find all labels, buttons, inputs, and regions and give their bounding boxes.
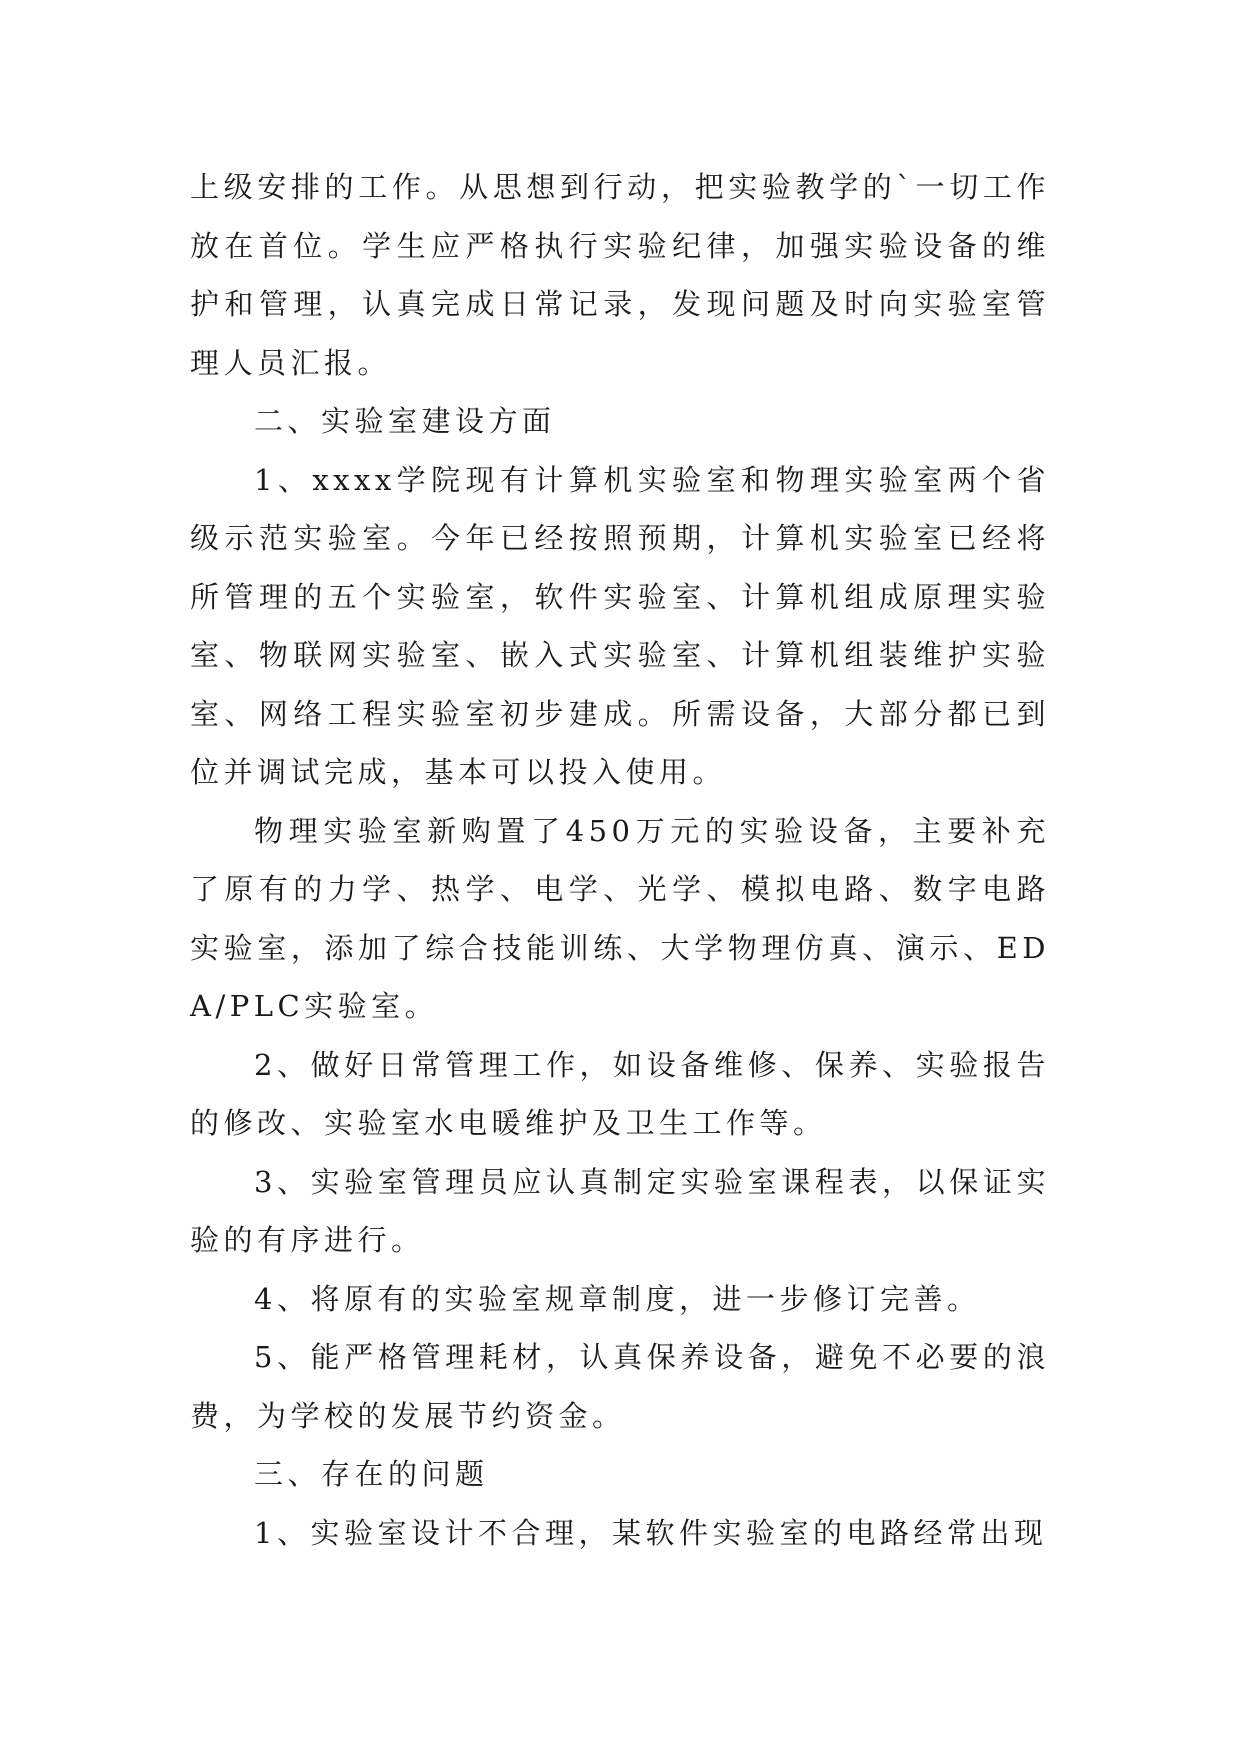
paragraph-item-3: 3、实验室管理员应认真制定实验室课程表，以保证实验的有序进行。: [190, 1164, 1050, 1257]
paragraph-continuation: 上级安排的工作。从思想到行动，把实验教学的`一切工作放在首位。学生应严格执行实验纪律，加强实验设备的维护和管理，认真完成日常记录，发现问题及时向实验室管理人员汇报。: [190, 170, 1050, 380]
paragraph-physics-lab: 物理实验室新购置了450万元的实验设备，主要补充了原有的力学、热学、电学、光学、模拟电路、数字电路实验室，添加了综合技能训练、大学物理仿真、演示、EDA/PLC实验室。: [190, 813, 1050, 1023]
section-heading-lab-construction: 二、实验室建设方面: [254, 404, 556, 438]
paragraph-item-5: 5、能严格管理耗材，认真保养设备，避免不必要的浪费，为学校的发展节约资金。: [190, 1340, 1050, 1433]
paragraph-item-2: 2、做好日常管理工作，如设备维修、保养、实验报告的修改、实验室水电暖维护及卫生工作等。: [190, 1047, 1050, 1140]
paragraph-problem-1: 1、实验室设计不合理，某软件实验室的电路经常出现: [254, 1515, 1048, 1550]
paragraph-item-4: 4、将原有的实验室规章制度，进一步修订完善。: [254, 1281, 981, 1316]
paragraph-item-1: 1、xxxx学院现有计算机实验室和物理实验室两个省级示范实验室。今年已经按照预期，计算机实验室已经将所管理的五个实验室，软件实验室、计算机组成原理实验室、物联网实验室、嵌入式实验室、计算机组装维护实验室、网络工程实验室初步建成。所需设备，大部分都已到位并调试完成，基本可以投入使用。: [190, 462, 1050, 789]
document-body: [190, 158, 1050, 1562]
section-heading-problems: 三、存在的问题: [254, 1457, 489, 1491]
